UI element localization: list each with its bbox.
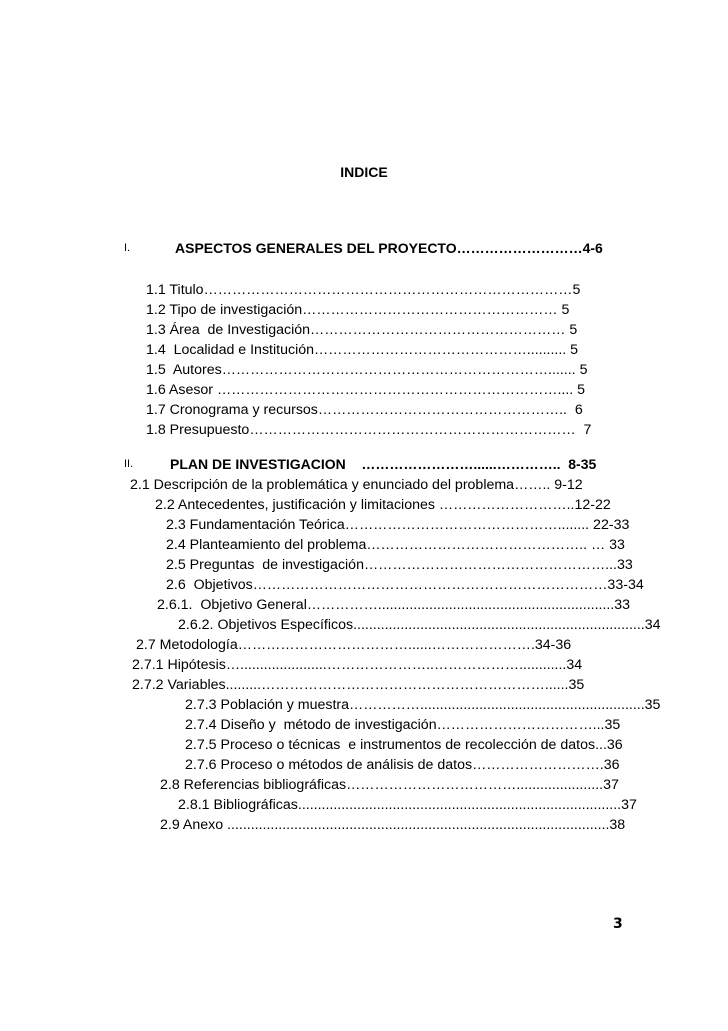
section-2-number: II.	[124, 458, 134, 470]
toc-entry: 2.7.3 Población y muestra…………….........................................................35	[185, 697, 661, 713]
toc-entry: 2.6 Objetivos…………………………………………………………………33-34	[166, 577, 644, 593]
section-2-title: PLAN DE INVESTIGACION ……………………......………….. 8-35	[170, 456, 597, 472]
toc-entry: 2.7 Metodología………………………………......………………….34-36	[136, 637, 572, 653]
toc-entry: 1.4 Localidad e Institución……………………………………….......... 5	[146, 342, 579, 358]
toc-entry: 2.9 Anexo .................................................................................................38	[160, 817, 626, 833]
section-1-heading	[124, 240, 684, 260]
section-1-title: ASPECTOS GENERALES DEL PROYECTO………………………4-6	[175, 240, 603, 256]
toc-entry: 2.7.6 Proceso o métodos de análisis de datos……………………….36	[185, 757, 620, 773]
section-1-number: I.	[124, 242, 131, 254]
page-title: INDICE	[340, 164, 388, 180]
toc-entry: 1.6 Asesor ……………………………………………………………….... 5	[146, 382, 586, 398]
toc-entry: 1.5 Autores……………………………………………………………....... 5	[146, 362, 588, 378]
toc-entry: 2.6.1. Objetivo General……………............................................................33	[157, 597, 631, 613]
toc-entry: 2.7.2 Variables.........……………………………………………………......35	[132, 677, 585, 693]
toc-entry: 1.2 Tipo de investigación……………………………………………… 5	[146, 302, 570, 318]
toc-entry: 1.3 Área de Investigación……………………………………………… 5	[146, 322, 578, 338]
toc-entry: 1.7 Cronograma y recursos…………………………………………….. 6	[146, 402, 583, 418]
toc-entry: 2.8 Referencias bibliográficas………………………………......................37	[160, 777, 619, 793]
toc-entry: 2.7.4 Diseño y método de investigación……………………………...35	[185, 717, 621, 733]
section-2-heading	[124, 456, 684, 476]
toc-entry: 1.8 Presupuesto…………………………………………………………… 7	[146, 422, 592, 438]
toc-entry: 2.1 Descripción de la problemática y enunciado del problema…….. 9-12	[130, 477, 583, 493]
toc-entry: 2.3 Fundamentación Teórica………………………………………........ 22-33	[166, 517, 630, 533]
toc-entry: 2.6.2. Objetivos Específicos..........................................................................34	[178, 617, 661, 633]
toc-entry: 2.2 Antecedentes, justificación y limitaciones ………………………..12-22	[155, 497, 611, 513]
toc-entry: 1.1 Titulo……………………………………………………………………5	[146, 282, 581, 298]
toc-entry: 2.7.5 Proceso o técnicas e instrumentos de recolección de datos...36	[185, 737, 623, 753]
toc-entry: 2.7.1 Hipótesis…......................…………………..………………............34	[132, 657, 583, 673]
page-number: 3	[613, 916, 623, 932]
toc-entry: 2.5 Preguntas de investigación……………………………………………...33	[166, 557, 633, 573]
toc-entry: 2.4 Planteamiento del problema……………………………………….. … 33	[166, 537, 625, 553]
toc-entry: 2.8.1 Bibliográficas..................................................................................37	[178, 797, 637, 813]
